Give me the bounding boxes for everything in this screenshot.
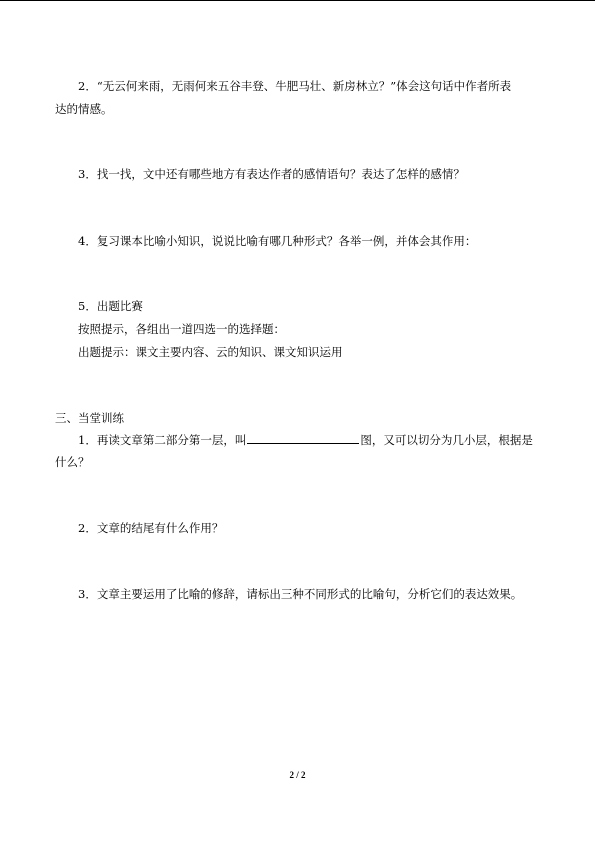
question-3: 3．找一找，文中还有哪些地方有表达作者的感情语句？表达了怎样的感情？ bbox=[78, 167, 465, 181]
page-number: 2 / 2 bbox=[289, 770, 306, 780]
question-4: 4．复习课本比喻小知识，说说比喻有哪几种形式？各举一例，并体会其作用： bbox=[78, 234, 477, 248]
question-2-line-1: 2．“无云何来雨，无雨何来五谷丰登、牛肥马壮、新房林立？”体会这句话中作者所表 bbox=[78, 79, 512, 93]
section-3-question-1-line-1 bbox=[78, 431, 533, 448]
question-1-text-before: 1．再读文章第二部分第一层，叫 bbox=[78, 433, 247, 447]
section-3-question-3: 3．文章主要运用了比喻的修辞，请标出三种不同形式的比喻句，分析它们的表达效果。 bbox=[78, 587, 523, 601]
section-3-question-2: 2．文章的结尾有什么作用？ bbox=[78, 521, 224, 535]
fill-in-blank[interactable] bbox=[247, 431, 359, 444]
question-5-title: 5．出题比赛 bbox=[78, 299, 143, 313]
question-5-hint: 出题提示：课文主要内容、云的知识、课文知识运用 bbox=[78, 345, 343, 359]
question-5-instruction: 按照提示，各组出一道四选一的选择题： bbox=[78, 322, 285, 336]
question-2-line-2: 达的情感。 bbox=[55, 102, 113, 116]
header-rule bbox=[0, 0, 595, 1]
section-3-question-1-line-2: 什么？ bbox=[55, 455, 90, 469]
section-3-heading: 三、当堂训练 bbox=[55, 411, 124, 425]
question-1-text-after: 图，又可以切分为几小层，根据是 bbox=[360, 433, 533, 447]
